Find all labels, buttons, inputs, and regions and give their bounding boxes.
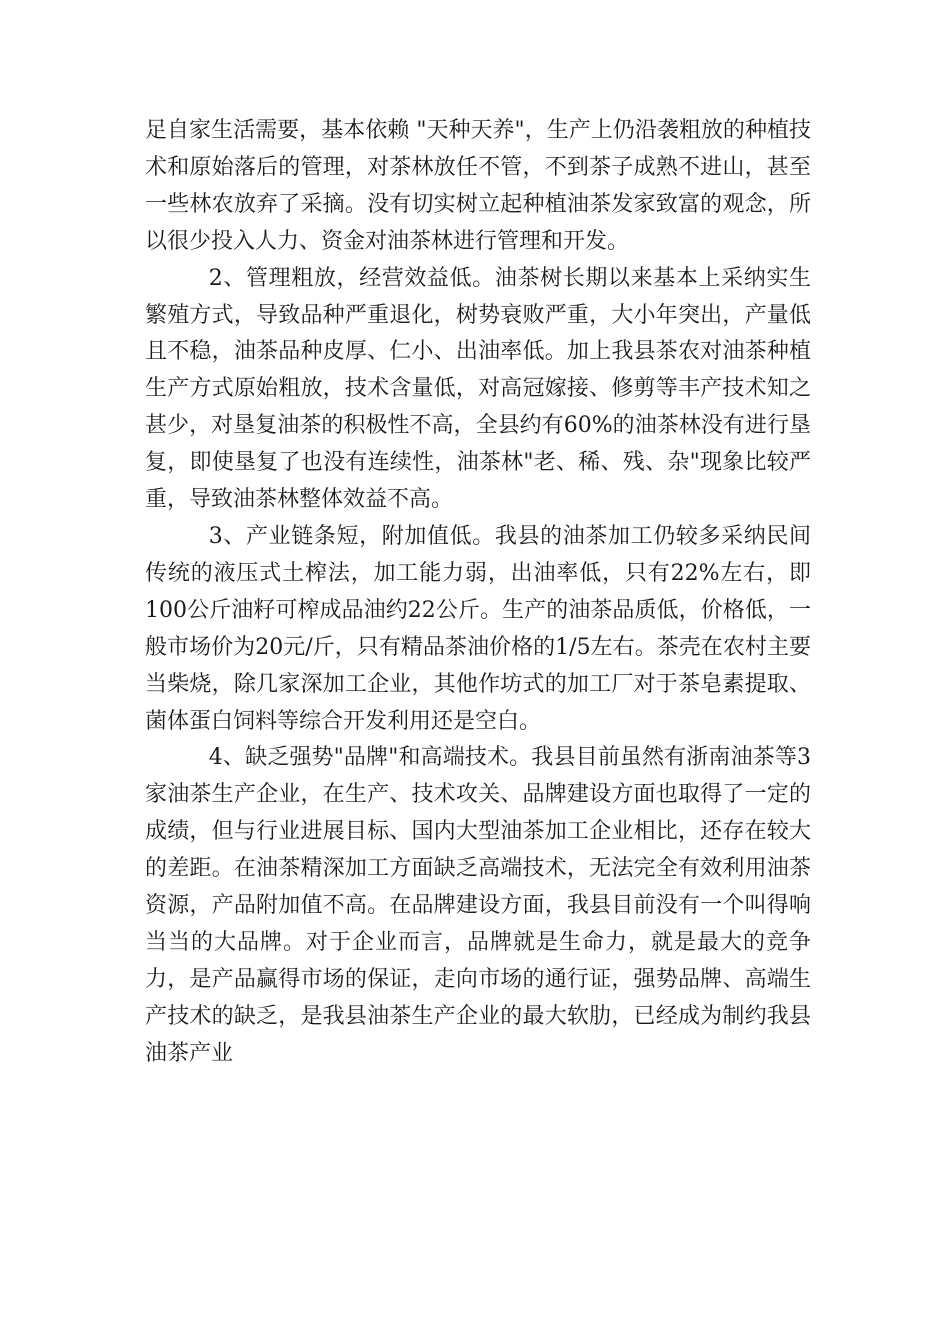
paragraph-industry-chain: 3、产业链条短，附加值低。我县的油茶加工仍较多采纳民间传统的液压式土榨法，加工能力弱，出油率低，只有22%左右，即100公斤油籽可榨成品油约22公斤。生产的油茶品质低，价格低，一般市场价为20元/斤，只有精品茶油价格的1/5左右。茶壳在农村主要当柴烧，除几家深加工企业，其他作坊式的加工厂对于茶皂素提取、菌体蛋白饲料等综合开发利用还是空白。 [145, 523, 811, 734]
document-body [145, 113, 811, 1073]
paragraph-brand-technology: 4、缺乏强势"品牌"和高端技术。我县目前虽然有浙南油茶等3家油茶生产企业，在生产、技术攻关、品牌建设方面也取得了一定的成绩，但与行业进展目标、国内大型油茶加工企业相比，还存在较大的差距。在油茶精深加工方面缺乏高端技术，无法完全有效利用油茶资源，产品附加值不高。在品牌建设方面，我县目前没有一个叫得响当当的大品牌。对于企业而言，品牌就是生命力，就是最大的竞争力，是产品赢得市场的保证，走向市场的通行证，强势品牌、高端生产技术的缺乏，是我县油茶生产企业的最大软肋，已经成为制约我县油茶产业 [145, 745, 811, 1066]
paragraph-management: 2、管理粗放，经营效益低。油茶树长期以来基本上采纳实生繁殖方式，导致品种严重退化，树势衰败严重，大小年突出，产量低且不稳，油茶品种皮厚、仁小、出油率低。加上我县茶农对油茶种植生产方式原始粗放，技术含量低，对高冠嫁接、修剪等丰产技术知之甚少，对垦复油茶的积极性不高，全县约有60%的油茶林没有进行垦复，即使垦复了也没有连续性，油茶林"老、稀、残、杂"现象比较严重，导致油茶林整体效益不高。 [145, 265, 811, 513]
paragraph-continued: 足自家生活需要，基本依赖 "天种天养"，生产上仍沿袭粗放的种植技术和原始落后的管理，对茶林放任不管，不到茶子成熟不进山，甚至一些林农放弃了采摘。没有切实树立起种植油茶发家致富的观念，所以很少投入人力、资金对油茶林进行管理和开发。 [145, 118, 811, 254]
